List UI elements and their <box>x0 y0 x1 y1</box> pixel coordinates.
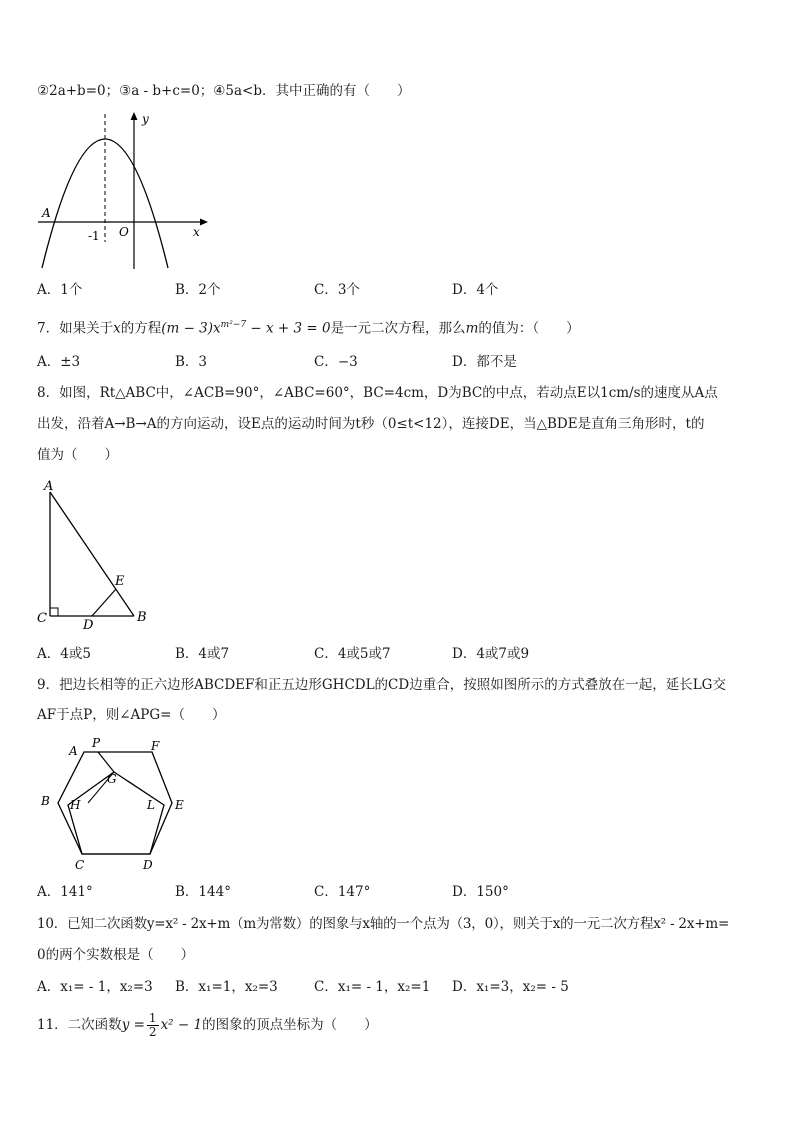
point-D-label: D <box>143 858 153 872</box>
q11-fraction-numerator: 1 <box>148 1011 157 1025</box>
q9-option-b[interactable]: B．144° <box>175 884 231 900</box>
q11-fraction <box>147 1012 159 1039</box>
q10-option-a[interactable]: A．x₁= - 1，x₂=3 <box>37 979 153 995</box>
q11-stem-part1: 11．二次函数 <box>37 1017 122 1033</box>
x-axis-arrow <box>200 219 208 226</box>
point-E-label: E <box>115 574 125 589</box>
segment-DE <box>92 589 116 616</box>
q7-option-a[interactable]: A．±3 <box>37 354 81 370</box>
y-axis-label: y <box>142 112 149 126</box>
q9-polygon-figure <box>34 733 194 873</box>
point-G-label: G <box>107 772 117 786</box>
q7-stem-part1: 7．如果关于 <box>37 320 114 337</box>
q11-function-rhs: x² − 1 <box>160 1017 203 1033</box>
point-P-label: P <box>92 736 101 750</box>
tick-neg1-label: -1 <box>88 229 100 243</box>
q10-option-c[interactable]: C．x₁= - 1，x₂=1 <box>314 979 431 995</box>
q6-parabola-figure <box>30 106 215 272</box>
segment-AB <box>50 492 134 616</box>
origin-label: O <box>119 225 129 239</box>
point-A-label: A <box>44 479 54 494</box>
q8-option-d[interactable]: D．4或7或9 <box>452 646 530 662</box>
q7-var-m: m <box>465 320 479 337</box>
q10-option-b[interactable]: B．x₁=1，x₂=3 <box>175 979 278 995</box>
q6-option-c[interactable]: C．3个 <box>314 282 360 298</box>
point-E-label: E <box>175 798 184 812</box>
right-angle-mark <box>50 608 58 616</box>
point-H-label: H <box>70 798 81 812</box>
q11-stem <box>37 1012 378 1039</box>
point-D-label: D <box>83 618 94 633</box>
q6-option-a[interactable]: A．1个 <box>37 282 83 298</box>
q6-option-b[interactable]: B．2个 <box>175 282 221 298</box>
q11-function-lhs: y = <box>121 1017 145 1033</box>
point-A-label: A <box>42 206 51 220</box>
q7-equation-left: (m − 3)x <box>161 320 221 337</box>
point-A-label: A <box>69 744 78 758</box>
q8-stem-line3: 值为（ ） <box>37 447 118 463</box>
q8-stem-line1: 8．如图，Rt△ABC中，∠ACB=90°，∠ABC=60°，BC=4cm，D为BC的中点，若动点E以1cm/s的速度从A点 <box>37 385 718 401</box>
q11-fraction-denominator: 2 <box>148 1025 157 1039</box>
q7-equation-right: − x + 3 = 0 <box>246 320 331 337</box>
q7-stem-part2: 的方程 <box>120 320 162 337</box>
q8-option-c[interactable]: C．4或5或7 <box>314 646 391 662</box>
q6-stem: ②2a+b=0；③a - b+c=0；④5a<b．其中正确的有（ ） <box>37 83 411 99</box>
point-L-label: L <box>147 798 155 812</box>
q9-option-a[interactable]: A．141° <box>37 884 93 900</box>
q8-option-a[interactable]: A．4或5 <box>37 646 91 662</box>
point-B-label: B <box>41 794 50 808</box>
q7-option-d[interactable]: D．都不是 <box>452 354 517 370</box>
q8-option-b[interactable]: B．4或7 <box>175 646 230 662</box>
q9-stem-line1: 9．把边长相等的正六边形ABCDEF和正五边形GHCDL的CD边重合，按照如图所示的方式叠放在一起，延长LG交 <box>37 677 726 693</box>
q10-option-d[interactable]: D．x₁=3，x₂= - 5 <box>452 979 569 995</box>
point-F-label: F <box>151 739 160 753</box>
q7-option-b[interactable]: B．3 <box>175 354 208 370</box>
q9-option-c[interactable]: C．147° <box>314 884 371 900</box>
q9-option-d[interactable]: D．150° <box>452 884 509 900</box>
q7-stem <box>37 316 580 338</box>
q10-stem-line2: 0的两个实数根是（ ） <box>37 947 195 963</box>
x-axis-label: x <box>193 225 200 239</box>
point-B-label: B <box>137 610 147 625</box>
point-C-label: C <box>37 611 47 626</box>
q7-var-x: x <box>113 320 121 337</box>
q7-equation-exponent: m²−7 <box>220 320 247 330</box>
q10-stem-line1: 10．已知二次函数y=x² - 2x+m（m为常数）的图象与x轴的一个点为（3，0），则关于x的一元二次方程x² - 2x+m= <box>37 916 730 932</box>
point-C-label: C <box>75 858 85 872</box>
q7-option-c[interactable]: C．−3 <box>314 354 358 370</box>
segment-GP <box>98 752 114 772</box>
q7-stem-part4: 的值为：（ ） <box>478 320 580 337</box>
q11-stem-part2: 的图象的顶点坐标为（ ） <box>202 1017 378 1033</box>
q8-stem-line2: 出发，沿着A→B→A的方向运动，设E点的运动时间为t秒（0≤t<12），连接DE，当△BDE是直角三角形时，t的 <box>37 416 705 432</box>
q9-stem-line2: AF于点P，则∠APG=（ ） <box>37 707 226 723</box>
y-axis-arrow <box>131 112 138 120</box>
q6-option-d[interactable]: D．4个 <box>452 282 499 298</box>
q7-stem-part3: 是一元二次方程，那么 <box>330 320 466 337</box>
q8-triangle-figure <box>30 474 160 634</box>
